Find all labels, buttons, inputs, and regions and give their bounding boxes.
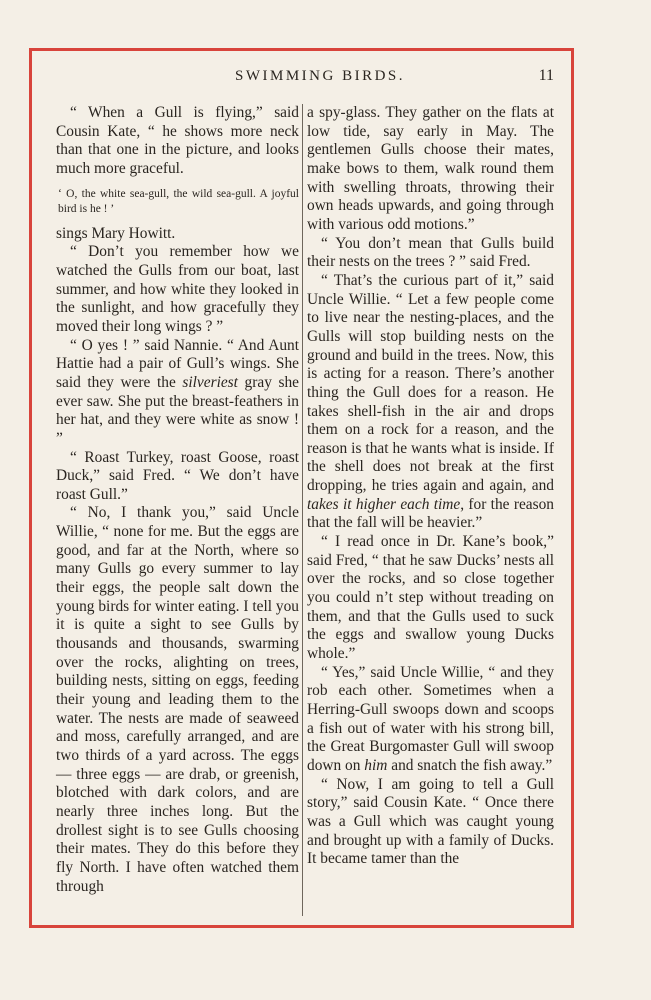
text-run: “ Yes,” said Uncle Willie, “ and they rob each other. Sometimes when a Herring-Gull swoops down and scoops a fish out of water with his strong bill, the Great Burgomaster Gull will swoop down on — [307, 663, 554, 774]
paragraph: “ Don’t you remember how we watched the Gulls from our boat, last summer, and how white they looked in the sunlight, and how gracefully they moved their long wings ? ” — [56, 243, 299, 335]
text-run: and snatch the fish away.” — [387, 756, 553, 774]
italic-text: silveriest — [182, 373, 238, 391]
page-header — [60, 66, 580, 88]
italic-text: him — [364, 756, 388, 774]
text-run: “ O yes ! ” said Nannie. “ And Aunt Hattie had a pair of Gull’s wings. She said they were the — [56, 336, 299, 391]
left-column — [56, 104, 299, 896]
page-number: 11 — [538, 67, 554, 84]
paragraph: “ I read once in Dr. Kane’s book,” said Fred, “ that he saw Ducks’ nests all over the rocks, and so close together you could n’t step without treading on them, and that the Gulls used to suck the eggs and swallow young Ducks whole.” — [307, 533, 554, 663]
column-divider — [302, 104, 303, 916]
paragraph: “ Now, I am going to tell a Gull story,” said Cousin Kate. “ Once there was a Gull which was caught young and brought up with a family of Ducks. It became tamer than the — [307, 775, 554, 868]
right-column — [307, 104, 554, 869]
paragraph: “ When a Gull is flying,” said Cousin Kate, “ he shows more neck than that one in the picture, and looks much more graceful. — [56, 104, 299, 177]
paragraph: “ You don’t mean that Gulls build their nests on the trees ? ” said Fred. — [307, 234, 554, 271]
italic-text: takes it higher each time — [307, 495, 461, 513]
paragraph — [56, 337, 299, 449]
verse-quote: ‘ O, the white sea-gull, the wild sea-gull. A joyful bird is he ! ’ — [58, 187, 299, 215]
quote-attribution: sings Mary Howitt. — [56, 224, 176, 242]
paragraph — [307, 664, 554, 776]
text-run: , for the reason that the fall will be heavier.” — [307, 495, 554, 532]
text-run: “ That’s the curious part of it,” said Uncle Willie. “ Let a few people come to live near the nesting-places, and the Gulls will stop building nests on the ground and build in the trees. Now, this is acting for a reason. There’s another thing the Gull does for a reason. He takes shell-fish in the air and drops them on a rock for a reason, and the reason is that he wants what is inside. If the shell does not break at the first dropping, he tries again and again, and — [307, 271, 554, 495]
text-run: gray she ever saw. She put the breast-feathers in her hat, and they were white as snow ! ” — [56, 373, 300, 447]
paragraph: a spy-glass. They gather on the flats at low tide, say early in May. The gentlemen Gulls choose their mates, make bows to them, walk round them with swelling throats, throwing their own heads upwards, and going through with various odd motions.” — [307, 104, 554, 233]
paragraph: “ No, I thank you,” said Uncle Willie, “ none for me. But the eggs are good, and far at the North, where so many Gulls go every summer to lay their eggs, the people salt down the young birds for winter eating. I tell you it is quite a sight to see Gulls by thousands and thousands, swarming over the rocks, alighting on trees, building nests, sitting on eggs, feeding their young and leading them to the water. The nests are made of seaweed and moss, carefully arranged, and are two thirds of a yard across. The eggs — three eggs — are drab, or greenish, blotched with dark colors, and are nearly three inches long. But the drollest sight is to see Gulls choosing their mates. They do this before they fly North. I have often watched them through — [56, 504, 299, 895]
running-title: SWIMMING BIRDS. — [234, 68, 405, 84]
paragraph: “ Roast Turkey, roast Goose, roast Duck,” said Fred. “ We don’t have roast Gull.” — [56, 448, 299, 503]
paragraph — [307, 272, 554, 533]
